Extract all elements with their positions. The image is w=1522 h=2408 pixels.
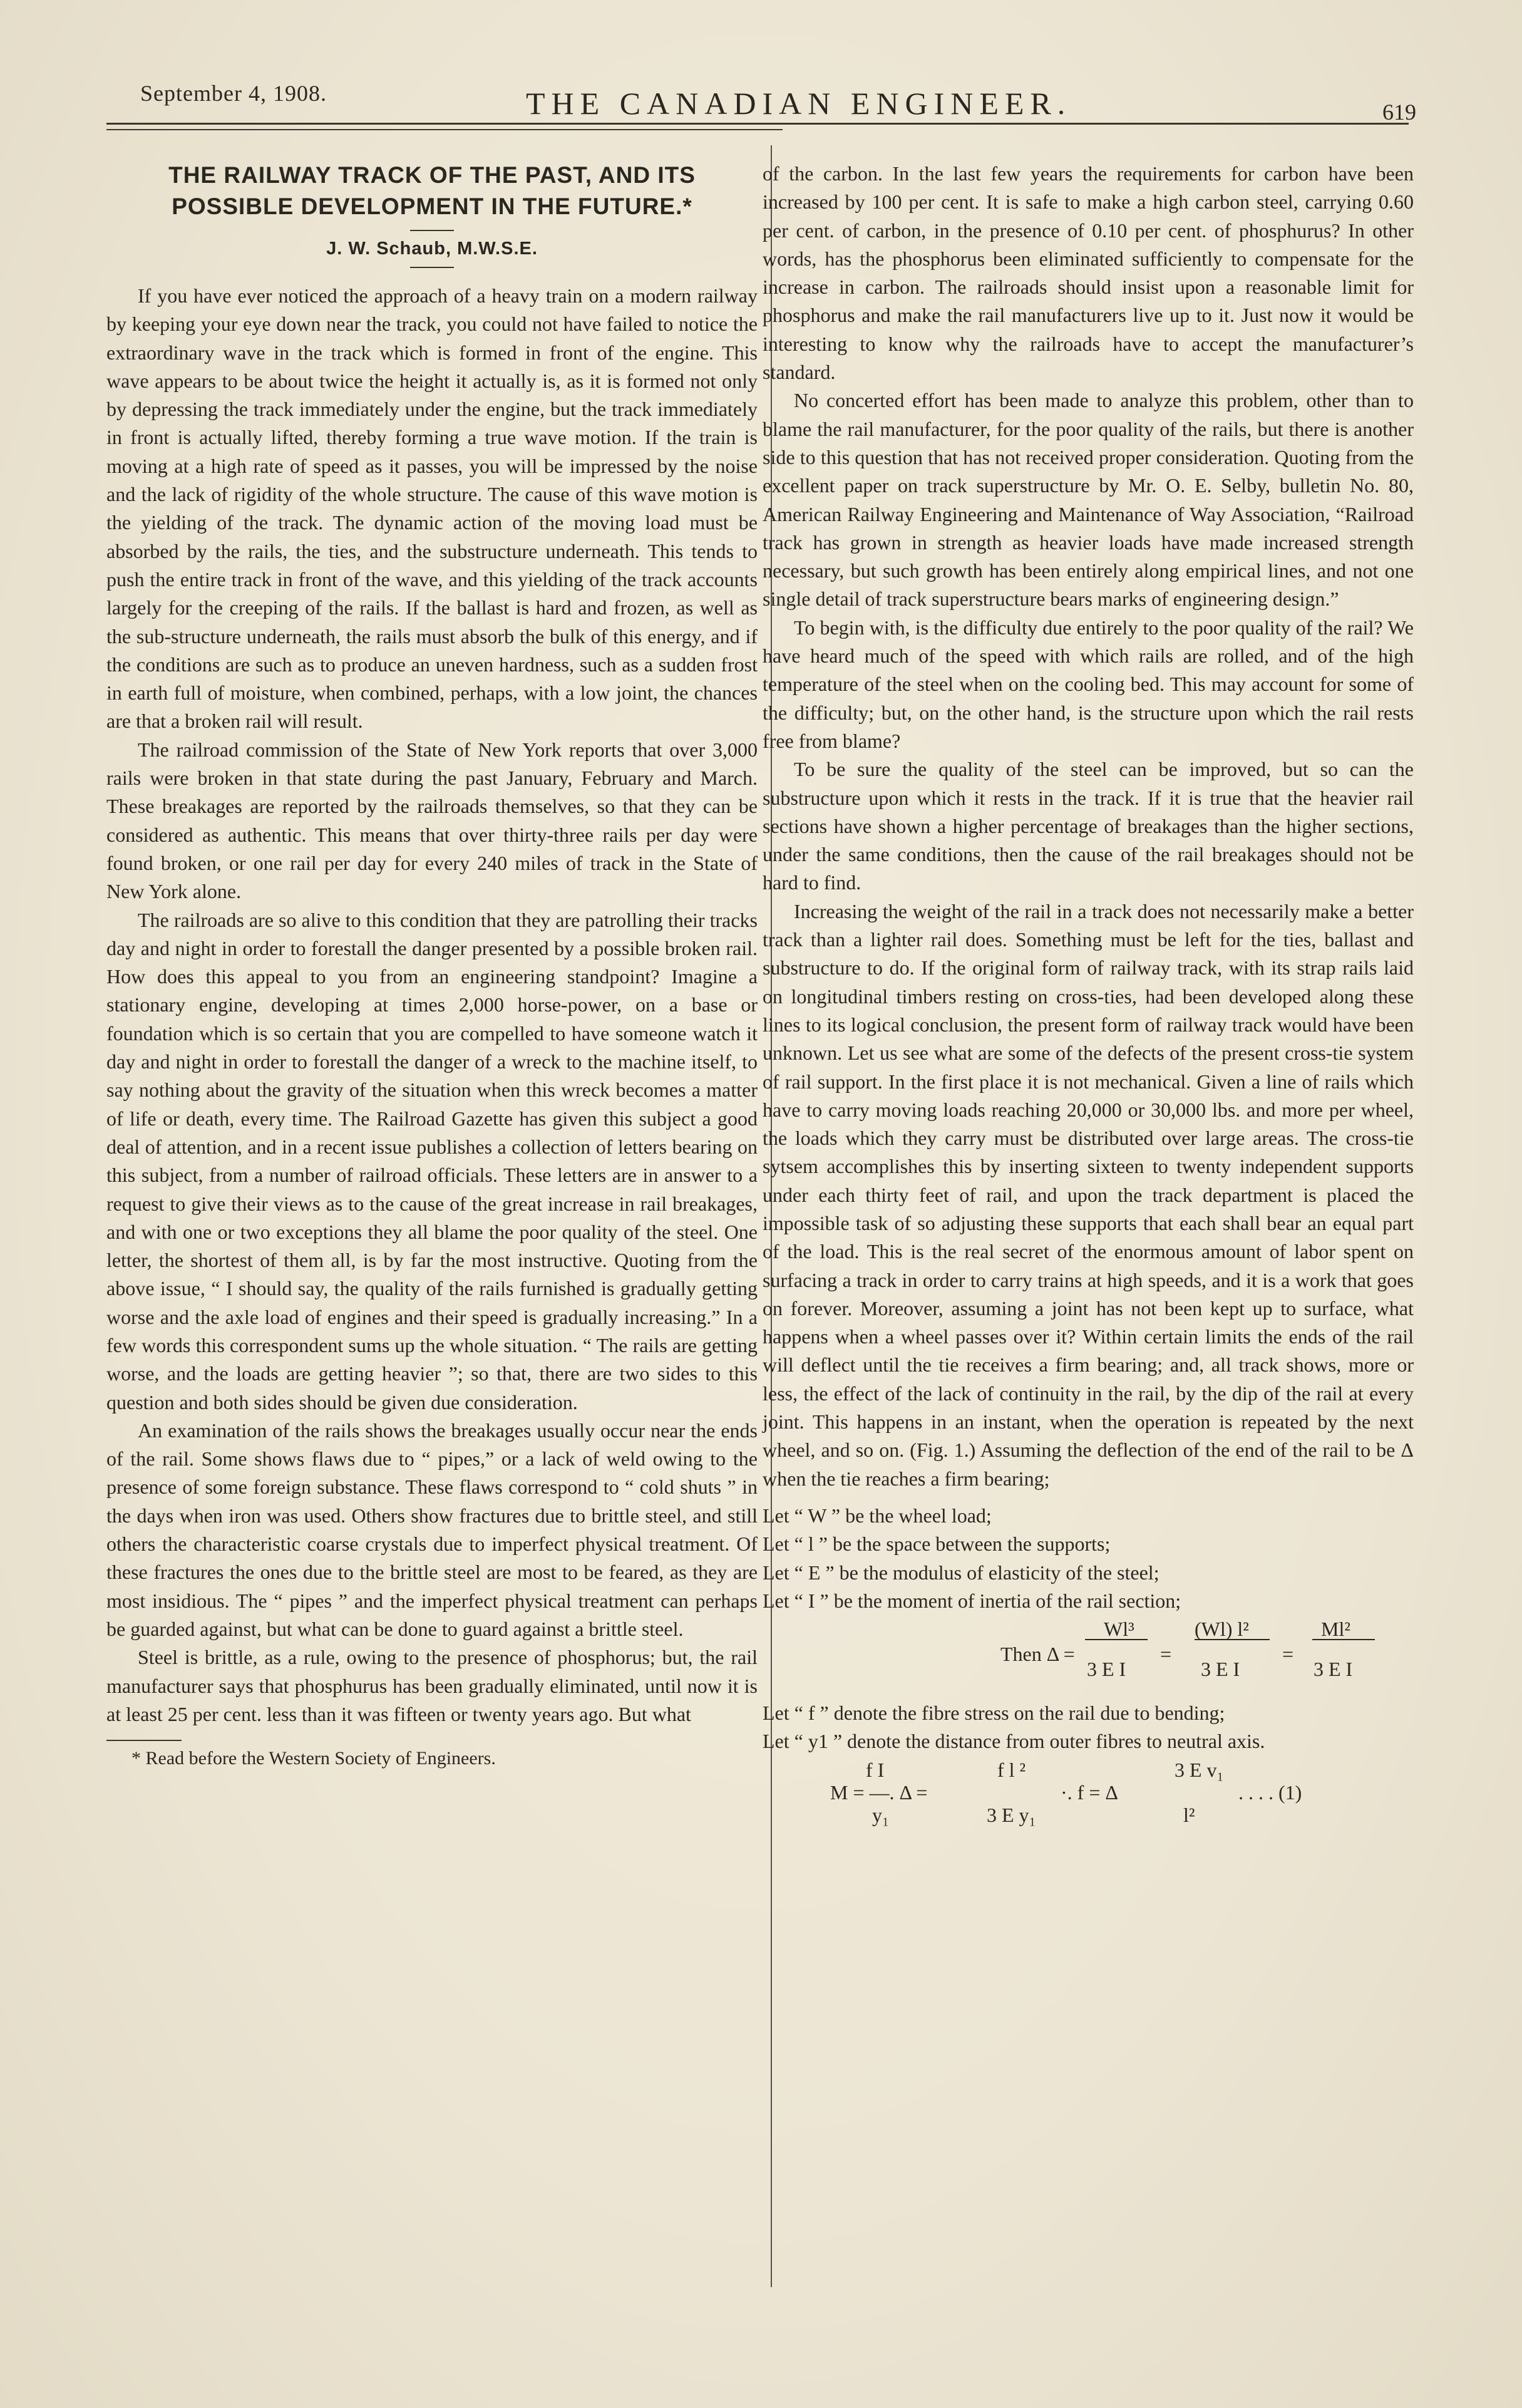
formula-numerator: Wl³	[1104, 1618, 1134, 1641]
author-rule	[410, 267, 454, 268]
definition-line: Let “ I ” be the moment of inertia of the rail section;	[763, 1589, 1181, 1612]
paragraph: To begin with, is the difficulty due entirely to the poor quality of the rail? We have heard much of the speed with which rails are rolled, and of the high temperature of the steel when on the cooling bed. This may account for some of the difficulty; but, on the other hand, is the structure upon which the rail rests free from blame?	[763, 616, 1414, 752]
equation-number: . . . . (1)	[1238, 1780, 1302, 1804]
formula-text: M = —. Δ =	[830, 1780, 928, 1804]
formula-numerator: 3 E v₁	[1175, 1758, 1224, 1781]
equals-sign: =	[1160, 1643, 1172, 1666]
title-rule	[410, 230, 454, 231]
fraction-bar	[1312, 1639, 1375, 1640]
formula-denominator: 3 E I	[1201, 1658, 1240, 1681]
definition-line: Let “ y1 ” denote the distance from outer fibres to neutral axis.	[763, 1730, 1265, 1753]
paragraph: The railroad commission of the State of New York reports that over 3,000 rails were broken in that state during the past January, February and March. These breakages are reported by the railroads themselves, so that they can be considered as authentic. This means that over thirty-three rails per day were found broken, or one rail per day for every 240 miles of track in the State of New York alone.	[106, 738, 758, 903]
definition-line: Let “ l ” be the space between the supports;	[763, 1532, 1111, 1556]
formula-denominator: 3 E I	[1314, 1658, 1353, 1681]
paragraph: The railroads are so alive to this condition that they are patrolling their tracks day and night in order to forestall the danger presented by a possible broken rail. How does this appeal to you from an engineering standpoint? Imagine a stationary engine, developing at times 2,000 horse-power, on a base or foundation which is so certain that you are compelled to have someone watch it day and night in order to forestall the danger of a wreck to the machine itself, to say nothing about the gravity of the situation when this wreck becomes a matter of life or death, every time. The Railroad Gazette has given this subject a good deal of attention, and in a recent issue publishes a collection of letters bearing on this subject, from a number of railroad officials. These letters are in answer to a request to give their views as to the cause of the great increase in rail breakages, and with one or two exceptions they all blame the poor quality of the steel. One letter, the shortest of them all, is by far the most instructive. Quoting from the above issue, “ I should say, the quality of the rails furnished is gradually getting worse and the axle load of engines and their speed is gradually increasing.” In a few words this correspondent sums up the whole situation. “ The rails are getting worse, and the loads are getting heavier ”; so that, there are two sides to this question and both sides should be given due consideration.	[106, 908, 758, 1413]
left-column	[106, 160, 758, 1771]
paragraph: Steel is brittle, as a rule, owing to the presence of phosphorus; but, the rail manufacturer says that phosphurus has been gradually eliminated, until now it is at least 25 per cent. less than it was fifteen or twenty years ago. But what	[106, 1646, 758, 1725]
paragraph: An examination of the rails shows the breakages usually occur near the ends of the rail. Some shows flaws due to “ pipes,” or a lack of weld owing to the presence of some foreign substance. These flaws correspond to “ cold shuts ” in the days when iron was used. Others show fractures due to brittle steel, and still others the characteristic coarse crystals due to imperfect physical treatment. Of these fractures the ones due to the brittle steel are most to be feared, as they are most insidious. The “ pipes ” and the imperfect physical treatment can perhaps be guarded against, but what can be done to guard against a brittle steel.	[106, 1418, 758, 1640]
formula-numerator: f l ²	[997, 1758, 1026, 1781]
page-number: 619	[1382, 100, 1416, 125]
header-rule-secondary	[106, 129, 783, 130]
journal-title: THE CANADIAN ENGINEER.	[526, 86, 1072, 121]
paragraph: of the carbon. In the last few years the requirements for carbon have been increased by 100 per cent. It is safe to make a high carbon steel, carrying 0.60 per cent. of carbon, in the presence of 0.10 per cent. of phosphurus? In other words, has the phosphorus been eliminated sufficiently to compensate for the increase in carbon. The railroads should insist upon a reasonable limit for phosphorus and make the rail manufacturers live up to it. Just now it would be interesting to know why the railroads have to accept the manufacturer’s standard.	[763, 162, 1414, 384]
formula-denominator: 3 E I	[1087, 1658, 1126, 1681]
fraction-bar	[1195, 1639, 1270, 1640]
definition-line: Let “ W ” be the wheel load;	[763, 1504, 992, 1527]
moment-formula	[763, 1756, 1414, 1831]
paragraph: No concerted effort has been made to analyze this problem, other than to blame the rail manufacturer, for the poor quality of the rails, but there is another side to this question that has not received proper consideration. Quoting from the excellent paper on track superstructure by Mr. O. E. Selby, bulletin No. 80, American Railway Engineering and Maintenance of Way Association, “Railroad track has grown in strength as heavier loads have made increased strength necessary, but such growth has been entirely along empirical lines, and not one single detail of track superstructure bears marks of engineering design.”	[763, 389, 1414, 611]
formula-numerator: Ml²	[1321, 1618, 1350, 1641]
definition-line: Let “ f ” denote the fibre stress on the rail due to bending;	[763, 1702, 1225, 1725]
formula-numerator: (Wl) l²	[1195, 1618, 1249, 1641]
header-rule	[106, 123, 1409, 125]
formula-text: ·. f = Δ	[1061, 1780, 1118, 1804]
formula-denominator: y₁	[872, 1803, 890, 1826]
paragraph: If you have ever noticed the approach of a heavy train on a modern railway by keeping your eye down near the track, you could not have failed to notice the extraordinary wave in the track which is formed in front of the engine. This wave appears to be about twice the height it actually is, as it is formed not only by depressing the track immediately under the engine, but the track immediately in front is actually lifted, thereby forming a true wave motion. If the train is moving at a high rate of speed as it passes, you will be impressed by the noise and the lack of rigidity of the whole structure. The cause of this wave motion is the yielding of the track. The dynamic action of the moving load must be absorbed by the rails, the ties, and the substructure underneath. This tends to push the entire track in front of the wave, and this yielding of the track accounts largely for the creeping of the rails. If the ballast is hard and frozen, as well as the sub-structure underneath, the rails must absorb the bulk of this energy, and if the conditions are such as to produce an uneven hardness, such as a sudden frost in earth full of moisture, when combined, perhaps, with a low joint, the chances are that a broken rail will result.	[106, 284, 758, 733]
paragraph: To be sure the quality of the steel can be improved, but so can the substructure upon which it rests in the track. If it is true that the heavier rail sections have shown a higher percentage of breakages than the higher sections, under the same conditions, then the cause of the rail breakages should not be hard to find.	[763, 758, 1414, 894]
fraction-bar	[1085, 1639, 1148, 1640]
equals-sign: =	[1282, 1643, 1294, 1666]
article-author: J. W. Schaub, M.W.S.E.	[326, 239, 538, 259]
footnote: * Read before the Western Society of Engineers.	[131, 1748, 496, 1769]
issue-date: September 4, 1908.	[140, 81, 327, 106]
right-column	[763, 160, 1414, 1831]
definition-line: Let “ E ” be the modulus of elasticity of the steel;	[763, 1561, 1159, 1584]
formula-denominator: l²	[1183, 1803, 1195, 1826]
formula-denominator: 3 E y₁	[987, 1803, 1036, 1826]
article-title: THE RAILWAY TRACK OF THE PAST, AND ITS POSSIBLE DEVELOPMENT IN THE FUTURE.*	[168, 162, 696, 219]
page-header	[0, 74, 1522, 137]
paragraph: Increasing the weight of the rail in a track does not necessarily make a better track than a lighter rail does. Something must be left for the ties, ballast and substructure to do. If the original form of railway track, with its strap rails laid on longitudinal timbers resting on cross-ties, had been developed along these lines to its logical conclusion, the present form of railway track would have been unknown. Let us see what are some of the defects of the present cross-tie system of rail support. In the first place it is not mechanical. Given a line of rails which have to carry moving loads reaching 20,000 or 30,000 lbs. and more per wheel, the loads which they carry must be distributed over large areas. The cross-tie sytsem accomplishes this by inserting sixteen to twenty independent supports under each thirty feet of rail, and upon the track department is placed the impossible task of so adjusting these supports that each shall bear an equal part of the load. This is the real secret of the enormous amount of labor spent on surfacing a track in order to carry trains at high speeds, and it is a work that goes on forever. Moreover, assuming a joint has not been kept up to surface, what happens when a wheel passes over it? Within certain limits the ends of the rail will deflect until the tie receives a firm bearing; and, all track shows, more or less, the effect of the lack of continuity in the rail, by the dip of the rail at every joint. This happens in an instant, when the operation is repeated by the next wheel, and so on. (Fig. 1.) Assuming the deflection of the end of the rail to be Δ when the tie reaches a firm bearing;	[763, 899, 1414, 1490]
formula-lead: Then Δ =	[1000, 1643, 1075, 1666]
deflection-formula	[763, 1615, 1414, 1690]
footnote-rule	[106, 1740, 182, 1741]
formula-numerator: f I	[866, 1758, 885, 1781]
